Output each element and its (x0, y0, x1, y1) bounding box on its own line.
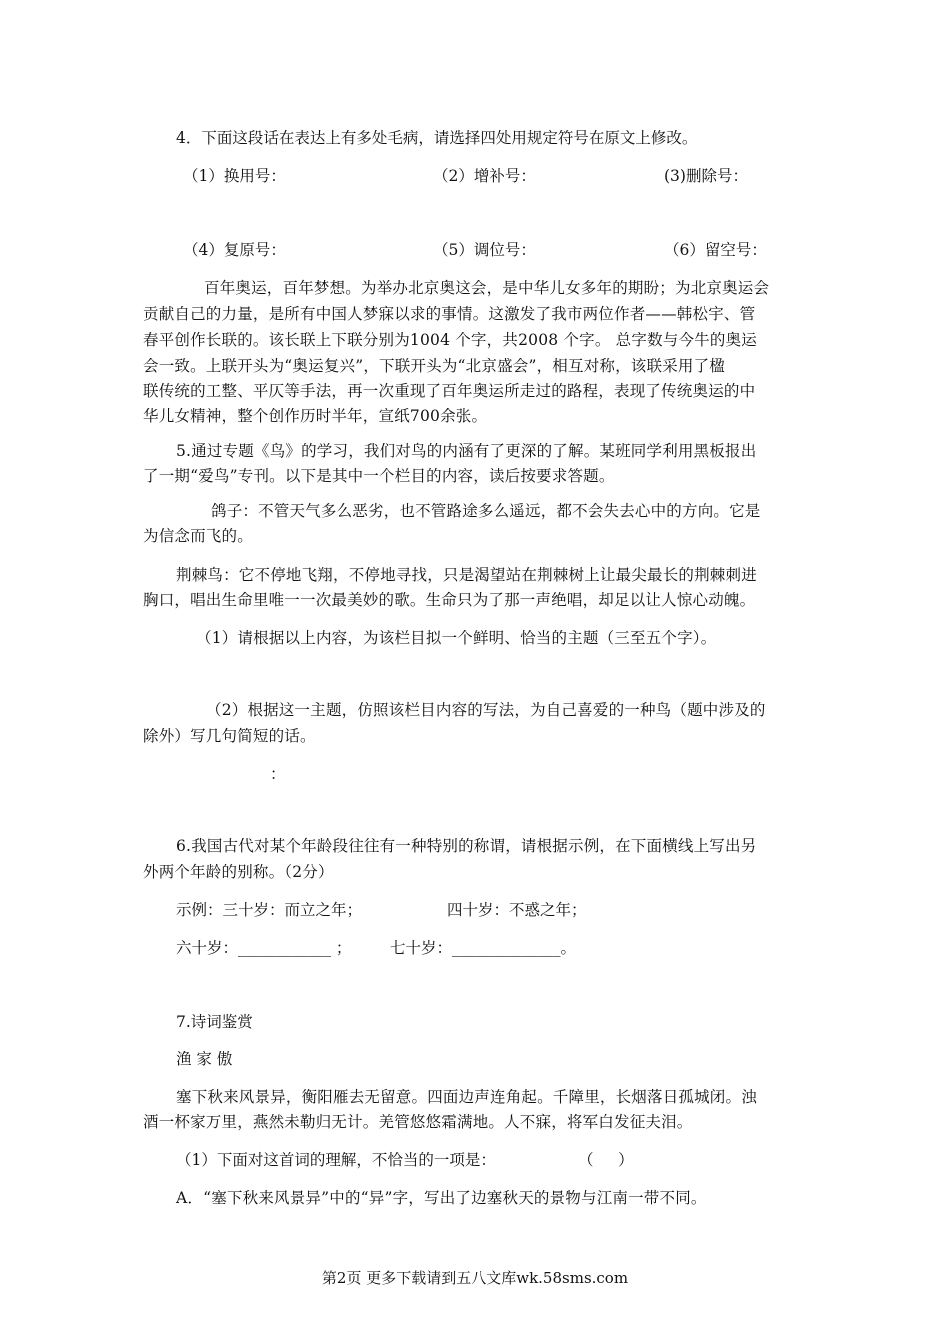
mark-delete-label: (3)删除号： (664, 167, 748, 185)
q6-stem-line: 外两个年龄的别称。（2分） (143, 863, 334, 881)
q5-answer-colon: ： (270, 765, 286, 783)
q4-passage-line: 百年奥运，百年梦想。为举办北京奥这会，是中华儿女多年的期盼；为北京奥运会 (204, 279, 770, 297)
mark-substitute-label: （1）换用号： (183, 167, 286, 185)
q7-poem-line: 塞下秋来风景异，衡阳雁去无留意。四面边声连角起。千障里，长烟落日孤城闭。浊 (176, 1088, 757, 1106)
q4-passage-line: 贡献自己的力量，是所有中国人梦寐以求的事情。这激发了我市两位作者——韩松宇、管 (143, 305, 756, 323)
q4-passage-line: 联传统的工整、平仄等手法，再一次重现了百年奥运所走过的路程，表现了传统奥运的中 (143, 382, 756, 400)
q5-sub1: （1）请根据以上内容，为该栏目拟一个鲜明、恰当的主题（三至五个字）。 (196, 629, 717, 647)
q6-example-forty: 四十岁：不惑之年； (447, 901, 587, 919)
q6-blank-seventy[interactable]: 七十岁：______________。 (390, 939, 577, 957)
q5-stem-line: 了一期“爱鸟”专刊。以下是其中一个栏目的内容，读后按要求答题。 (143, 467, 615, 485)
mark-space-label: （6）留空号： (664, 241, 767, 259)
mark-restore-label: （4）复原号： (183, 241, 286, 259)
q7-poem-title: 渔 家 傲 (176, 1050, 233, 1068)
q5-sub2-line: 除外）写几句简短的话。 (143, 727, 316, 745)
q7-poem-line: 酒一杯家万里，燕然未勒归无计。羌管悠悠霜满地。人不寐，将军白发征夫泪。 (143, 1113, 693, 1131)
q7-sub1: （1）下面对这首词的理解，不恰当的一项是： (176, 1151, 496, 1169)
q4-passage-line: 华儿女精神，整个创作历时半年，宣纸700余张。 (143, 407, 488, 425)
q5-pigeon-line: 鸽子：不管天气多么恶劣，也不管路途多么遥远，都不会失去心中的方向。它是 (211, 502, 761, 520)
q4-stem: 4．下面这段话在表达上有多处毛病，请选择四处用规定符号在原文上修改。 (176, 129, 698, 147)
mark-insert-label: （2）增补号： (433, 167, 536, 185)
mark-transpose-label: （5）调位号： (433, 241, 536, 259)
q5-pigeon-line: 为信念而飞的。 (143, 527, 253, 545)
q6-stem-line: 6.我国古代对某个年龄段往往有一种特别的称谓，请根据示例，在下面横线上写出另 (176, 837, 757, 855)
q5-thornbird-line: 胸口，唱出生命里唯一一次最美妙的歌。生命只为了那一声绝唱，却足以让人惊心动魄。 (143, 591, 756, 609)
q6-blank-sixty[interactable]: 六十岁：____________ ； (176, 939, 352, 957)
q7-sub1-answer-paren[interactable]: （ ） (578, 1151, 634, 1169)
q5-sub2-line: （2）根据这一主题，仿照该栏目内容的写法，为自己喜爱的一种鸟（题中涉及的 (206, 701, 766, 719)
q7-stem: 7.诗词鉴赏 (176, 1013, 253, 1031)
q6-example-thirty: 示例：三十岁：而立之年； (176, 901, 363, 919)
q4-passage-line: 会一致。上联开头为“奥运复兴”，下联开头为“北京盛会”，相互对称，该联采用了楹 (143, 357, 725, 375)
page-footer: 第2页 更多下载请到五八文库wk.58sms.com (321, 1269, 629, 1287)
q5-thornbird-line: 荆棘鸟：它不停地飞翔，不停地寻找，只是渴望站在荆棘树上让最尖最长的荆棘刺进 (176, 566, 757, 584)
q5-stem-line: 5.通过专题《鸟》的学习，我们对鸟的内涵有了更深的了解。某班同学利用黑板报出 (176, 442, 757, 460)
q7-option-a: A．“塞下秋来风景异”中的“异”字，写出了边塞秋天的景物与江南一带不同。 (176, 1189, 707, 1207)
q4-passage-line: 春平创作长联的。该长联上下联分别为1004 个字，共2008 个字。 总字数与今牛的奥运 (143, 331, 757, 349)
